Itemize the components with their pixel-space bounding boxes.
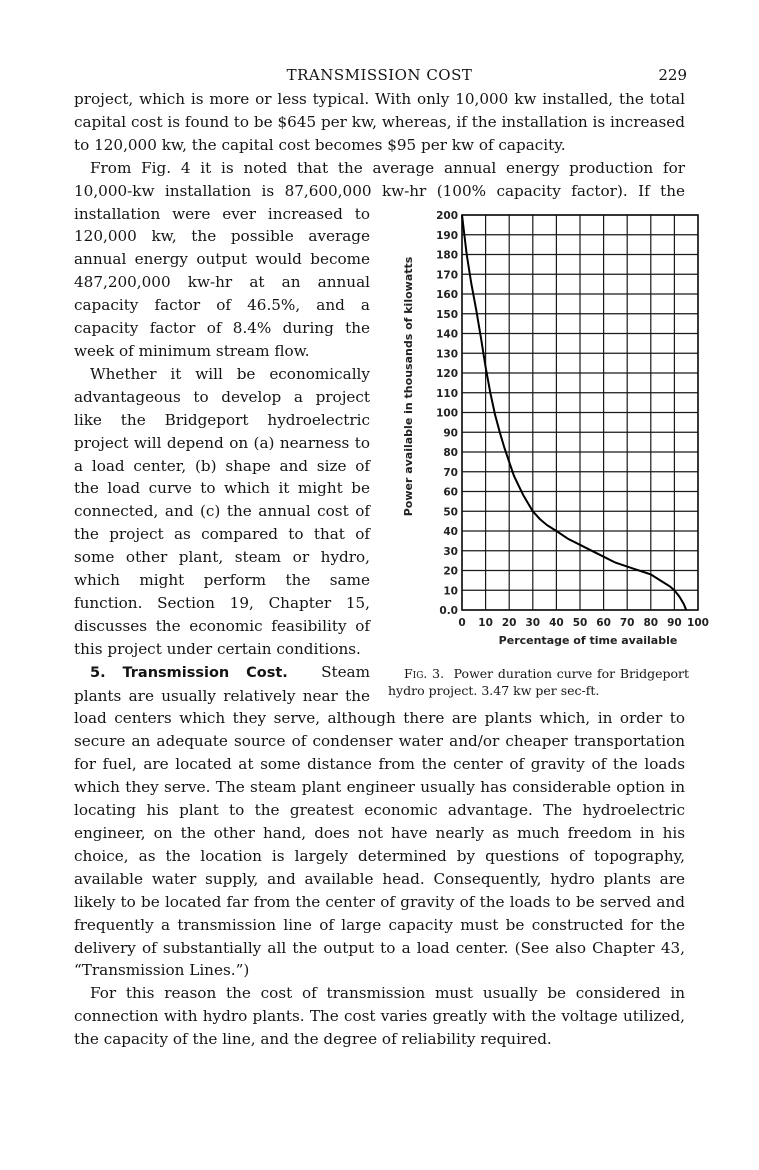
y-tick-label: 20 — [443, 565, 458, 578]
page-number: 229 — [658, 66, 687, 84]
x-tick-label: 90 — [667, 616, 682, 629]
y-tick-label: 70 — [443, 466, 458, 479]
y-tick-label: 160 — [436, 288, 458, 301]
paragraph-energy-lead: From Fig. 4 it is noted that the average annual energy production for 10,000-kw installation is 87,600,000 kw-hr (100% capacity factor). If the — [74, 158, 685, 200]
y-tick-label: 170 — [436, 268, 458, 281]
y-tick-label: 100 — [436, 407, 458, 420]
power-duration-chart — [398, 209, 709, 657]
figure-power-duration — [382, 209, 709, 700]
x-tick-label: 10 — [478, 616, 493, 629]
x-tick-label: 70 — [619, 616, 635, 629]
y-tick-label: 60 — [443, 486, 458, 499]
y-tick-label: 180 — [436, 249, 458, 262]
section-heading: 5. Transmission Cost. — [90, 664, 288, 681]
figure-label: Fig. 3. — [404, 666, 445, 682]
x-axis-title: Percentage of time available — [498, 633, 678, 647]
section-text: Steam plants are usually relatively near the load centers which they serve, although there are plants which, in order to secure an adequate source of condenser water and/or cheaper transportation for fuel, are located at some distance from the center of gravity of the loads which they serve. The steam plant engineer usually has considerable option in locating his plant to the greatest economic advantage. The hydroelectric engineer, on the other hand, does not have nearly as much freedom in his choice, as the location is largely determined by questions of topography, available water supply, and available head. Consequently, hydro plants are likely to be located far from the center of gravity of the loads to be served and frequently a transmission line of large capacity must be constructed for the delivery of substantially all the output to a load center. (See also Chapter 43, “Transmission Lines.”) — [74, 662, 685, 980]
y-axis-title: Power available in thousands of kilowatts — [402, 256, 415, 516]
x-tick-label: 20 — [501, 616, 517, 629]
y-tick-label: 110 — [436, 387, 458, 400]
figure-caption-text: Power duration curve for Bridgeport hydro project. 3.47 kw per sec-ft. — [388, 666, 689, 699]
y-tick-label: 120 — [436, 367, 458, 380]
y-tick-label: 10 — [443, 584, 458, 597]
x-tick-label: 80 — [643, 616, 659, 629]
y-tick-label: 0.0 — [439, 604, 458, 617]
y-tick-label: 30 — [443, 545, 458, 558]
page — [74, 66, 709, 1051]
x-tick-label: 50 — [572, 616, 588, 629]
y-tick-label: 80 — [443, 446, 458, 459]
paragraph-continued: project, which is more or less typical. With only 10,000 kw installed, the total capital cost is found to be $645 per kw, whereas, if the installation is increased to 120,000 kw, the capital cost becomes $95 per kw of capacity. — [74, 90, 685, 154]
x-tick-label: 30 — [525, 616, 541, 629]
y-tick-label: 140 — [436, 328, 458, 341]
y-tick-label: 50 — [443, 505, 458, 518]
paragraph-final: For this reason the cost of transmission must usually be considered in connection with hydro plants. The cost varies greatly with the voltage utilized, the capacity of the line, and the degree of reliability required. — [74, 984, 685, 1049]
y-tick-label: 90 — [443, 426, 458, 439]
y-tick-label: 200 — [436, 209, 458, 222]
y-tick-label: 40 — [443, 525, 458, 538]
figure-caption — [382, 665, 689, 699]
page-header — [74, 66, 685, 88]
x-tick-label: 100 — [687, 616, 709, 629]
paragraph-energy-rest: installation were ever increased to 120,000 kw, the possible average annual energy output would become 487,200,000 kw-hr at an annual capacity factor of 46.5%, and a capacity factor of 8.4% during the week of minimum stream flow. — [74, 204, 370, 360]
y-tick-label: 190 — [436, 229, 458, 242]
x-tick-label: 40 — [549, 616, 564, 629]
paragraph-economics: Whether it will be economically advantageous to develop a project like the Bridgeport hydroelectric project will depend on (a) nearness to a load center, (b) shape and size of the load curve to which it might be connected, and (c) the annual cost of the project as compared to that of some other plant, steam or hydro, which might perform the same function. Section 19, Chapter 15, discusses the economic feasibility of this project under certain conditions. — [74, 364, 370, 658]
y-tick-label: 150 — [436, 308, 458, 321]
paragraph-transmission — [74, 661, 685, 983]
y-tick-label: 130 — [436, 347, 458, 360]
running-head: TRANSMISSION COST — [286, 66, 473, 84]
x-tick-label: 60 — [596, 616, 611, 629]
x-tick-label: 0 — [458, 616, 466, 629]
